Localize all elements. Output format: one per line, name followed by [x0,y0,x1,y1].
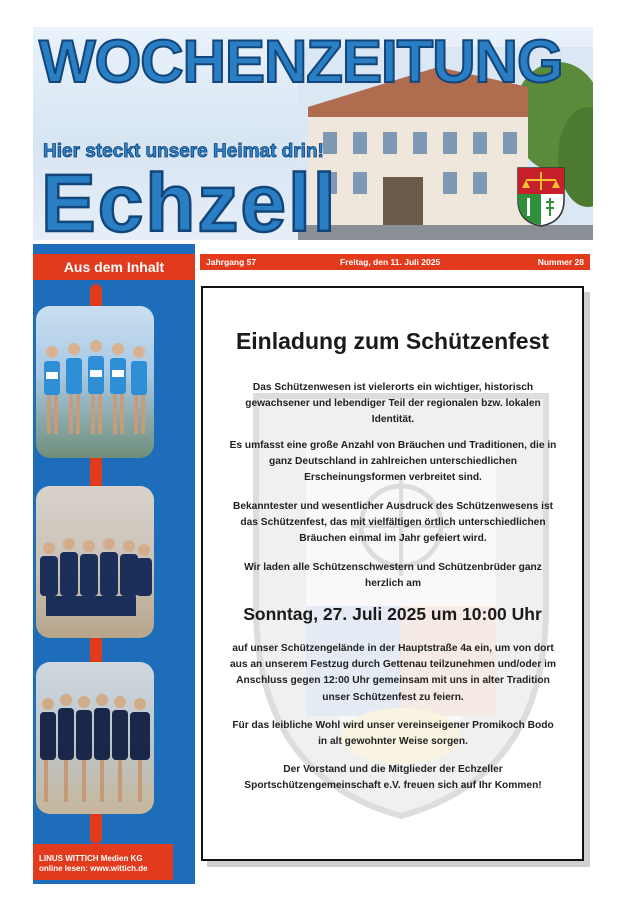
issue-date: Freitag, den 11. Juli 2025 [340,257,441,267]
paragraph-location: auf unser Schützengelände in der Hauptstraße 4a ein, um von dort aus an unserem Festzug durch Gettenau teilzunehmen und/oder im Anschluss gegen 12:00 Uhr gemeinsam mit uns in alter Tradition unser Schützenfest zu feiern. [229,643,557,703]
team-photo [36,486,154,638]
paragraph-catering: Für das leibliche Wohl wird unser vereinseigener Promikoch Bodo in alt gewohnter Weise sorgen. [232,720,554,748]
newspaper-title: WOCHENZEITUNG [39,28,563,95]
volume-label: Jahrgang 57 [206,257,257,267]
paragraph-intro: Das Schützenwesen ist vielerorts ein wichtiger, historisch gewachsener und lebendiger Teil der regionalen bzw. lokalen Identität. [245,382,541,426]
publisher-box [33,844,173,880]
masthead [33,27,593,240]
issue-number: Nummer 28 [537,257,584,267]
paragraph-festival: Bekanntester und wesentlicher Ausdruck des Schützenwesens ist das Schützenfest, das mit vielfältigen örtlich unterschiedlichen Bräuchen einmal im Jahr gefeiert wird. [232,501,554,545]
coat-of-arms-icon [516,166,566,228]
online-link[interactable]: online lesen: www.wittich.de [39,864,148,873]
town-name: Echzell [41,158,338,240]
paragraph-traditions: Es umfasst eine große Anzahl von Bräuchen und Traditionen, die in ganz Deutschland in zahlreichen unterschiedlichen Erscheinungsformen verbreitet sind. [229,440,557,484]
event-date: Sonntag, 27. Juli 2025 um 10:00 Uhr [243,604,542,624]
paragraph-invitation: Wir laden alle Schützenschwestern und Schützenbrüder ganz herzlich am [244,562,542,590]
sidebar [33,244,195,884]
athletes-photo [36,306,154,458]
article-title: Einladung zum Schützenfest [235,328,550,354]
publisher-name: LINUS WITTICH Medien KG [39,854,143,863]
slogan: Hier steckt unsere Heimat drin! [43,141,324,162]
issue-info-bar [200,254,590,270]
article-box [201,286,584,861]
paragraph-closing: Der Vorstand und die Mitglieder der Echzeller Sportschützengemeinschaft e.V. freuen sich auf Ihr Kommen! [244,764,542,792]
sidebar-header: Aus dem Inhalt [33,254,195,280]
group-photo [36,662,154,814]
